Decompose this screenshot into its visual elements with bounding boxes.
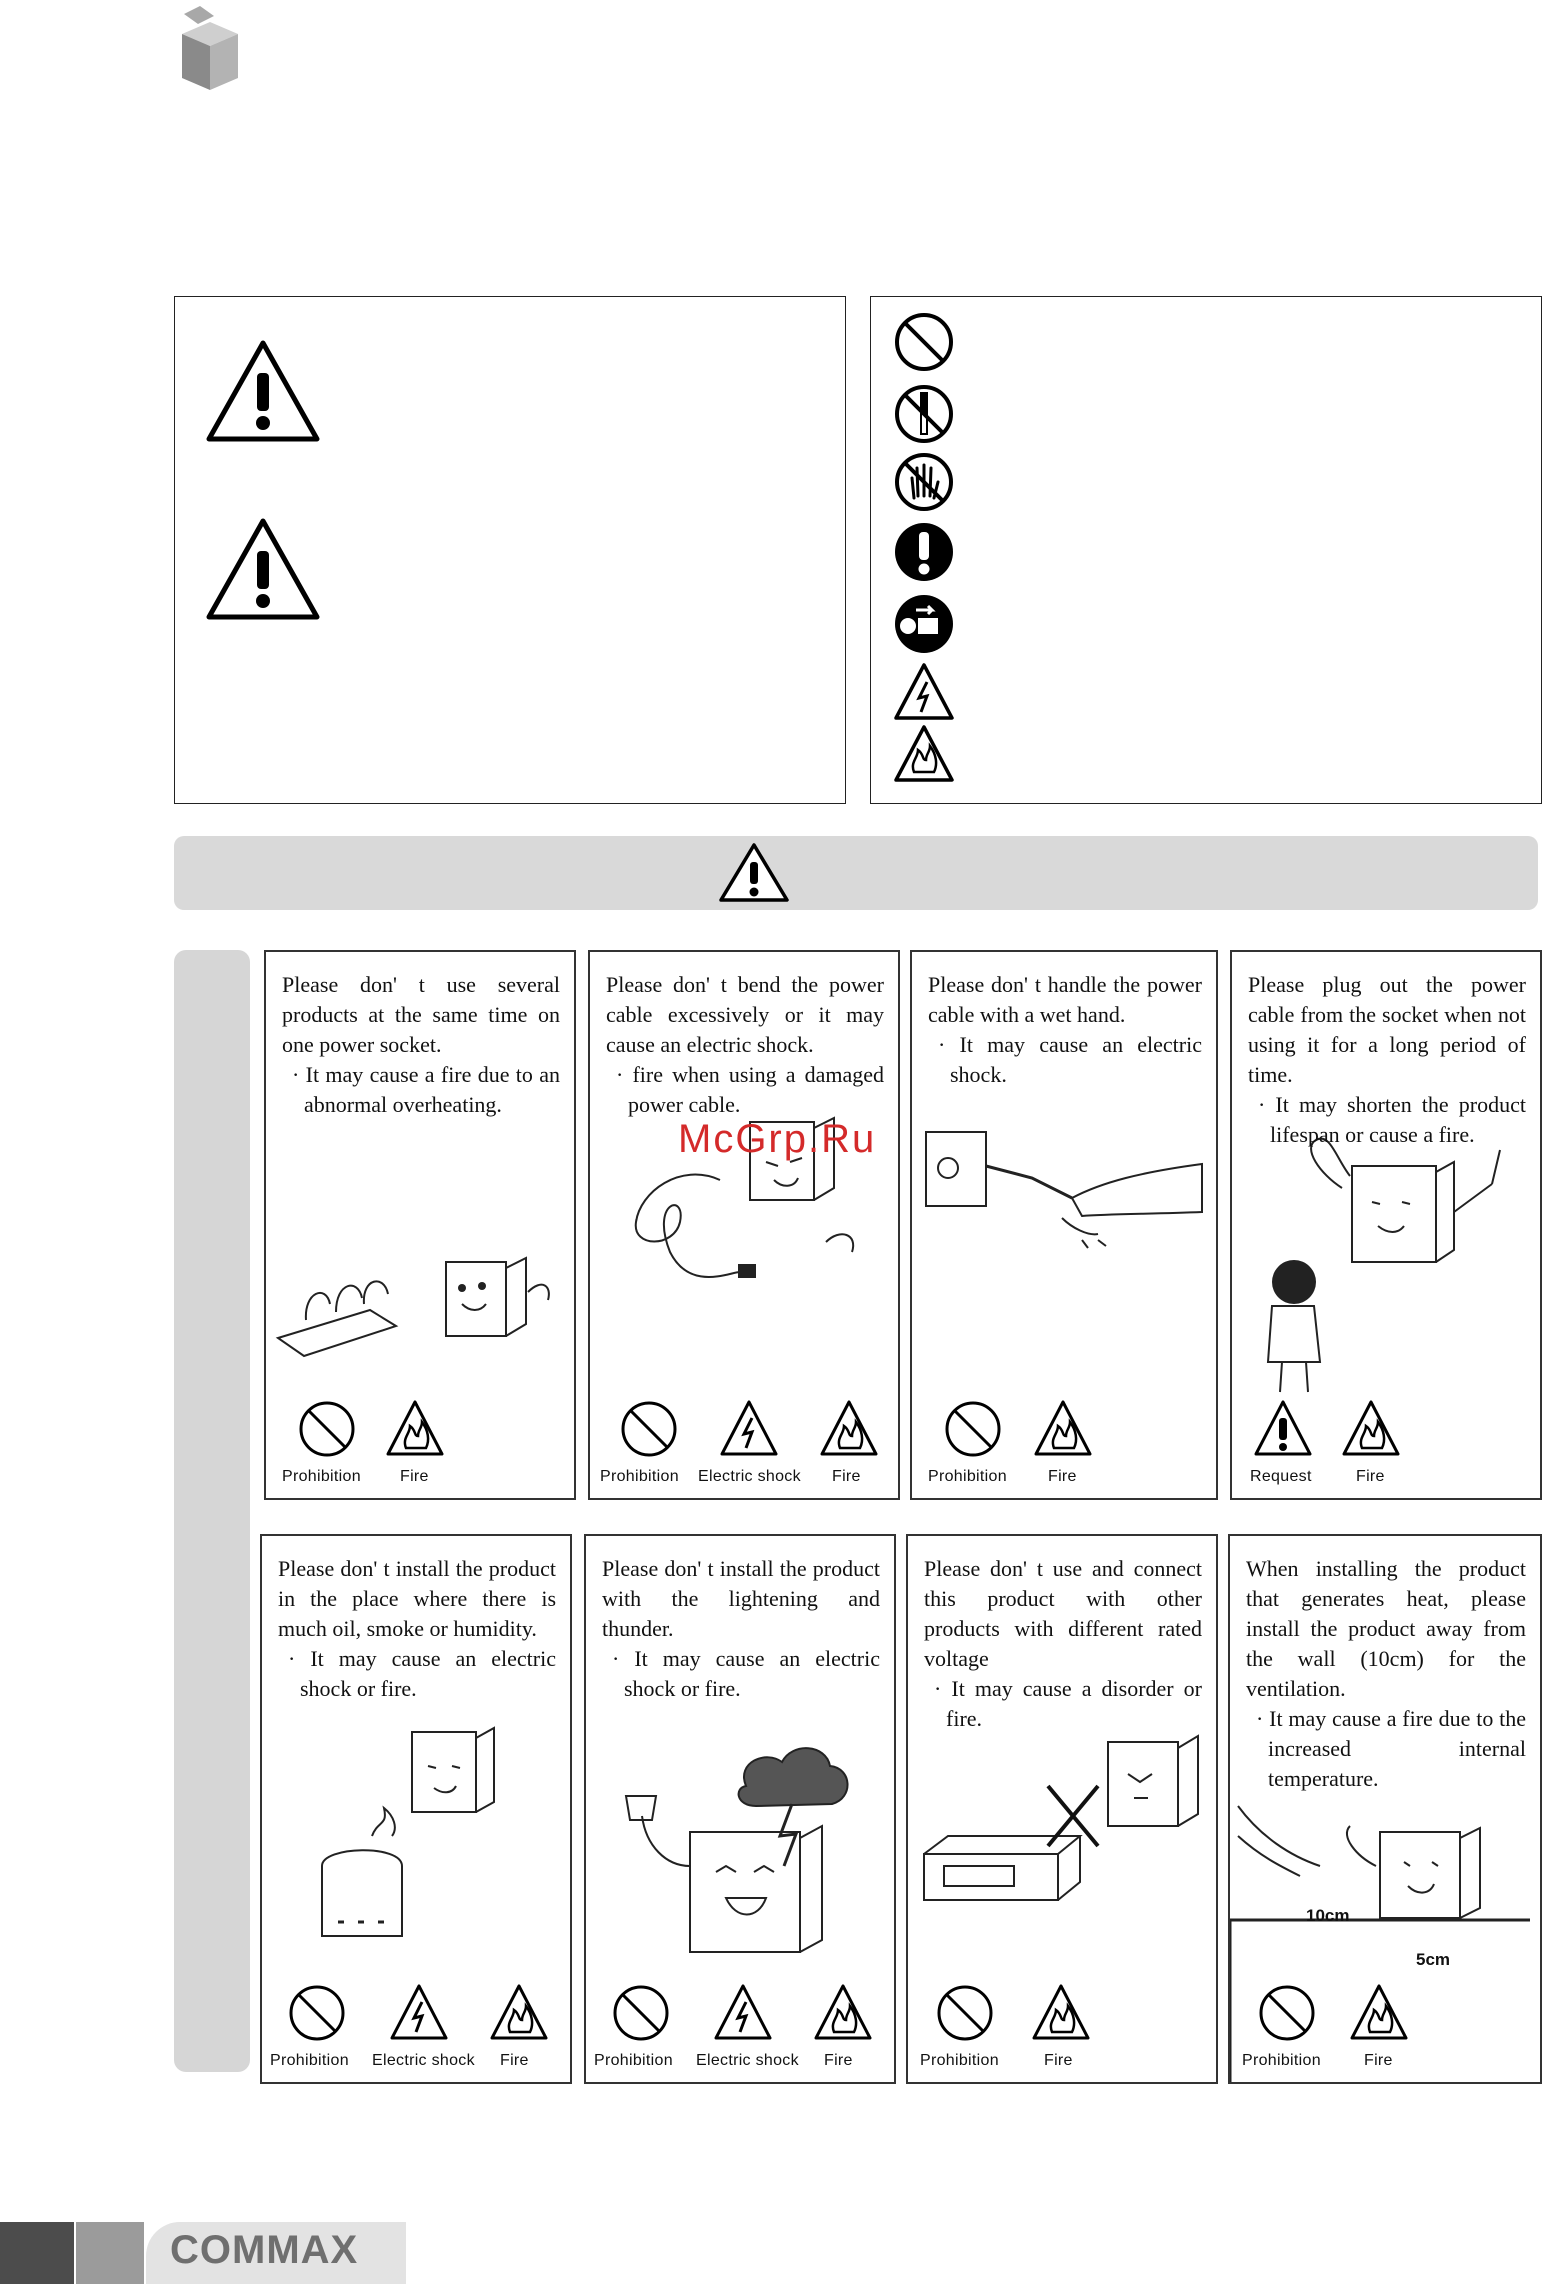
fire-icon (1032, 1398, 1094, 1460)
label-prohibition: Prohibition (600, 1468, 679, 1485)
prohibition-icon (934, 1982, 996, 2044)
warning-triangle-icon (203, 337, 323, 445)
footer-block-dark (0, 2222, 74, 2284)
panel-main-text: Please don' t handle the power cable with a wet hand. (928, 972, 1202, 1027)
fire-icon (384, 1398, 446, 1460)
fire-icon (488, 1982, 550, 2044)
panel-main-text: Please plug out the power cable from the socket when not using it for a long period of time. (1248, 972, 1526, 1087)
caution-panel-6 (584, 1534, 896, 2084)
label-prohibition: Prohibition (270, 2052, 349, 2069)
label-electric-shock: Electric shock (372, 2052, 475, 2069)
label-fire: Fire (1356, 1468, 1385, 1485)
fire-icon (1340, 1398, 1402, 1460)
label-fire: Fire (1048, 1468, 1077, 1485)
no-disassembly-symbol-icon (888, 384, 954, 444)
symbol-legend-box (870, 296, 1542, 804)
no-touch-symbol-icon (888, 452, 954, 512)
caution-triangle-icon (203, 515, 323, 623)
panel-main-text: Please don' t use and connect this product with other products with different rated voltage (924, 1556, 1202, 1671)
panel-main-text: Please don' t install the product with the lightening and thunder. (602, 1556, 880, 1641)
warning-legend-box (174, 296, 846, 804)
panel-sub-text: · It may cause a fire due to the increased internal temperature. (1256, 1706, 1526, 1791)
label-electric-shock: Electric shock (696, 2052, 799, 2069)
distance-label-10cm: 10cm (1306, 1906, 1350, 1925)
fire-icon (1348, 1982, 1410, 2044)
caution-panel-7 (906, 1534, 1218, 2084)
caution-panel-5 (260, 1534, 572, 2084)
label-fire: Fire (500, 2052, 529, 2069)
label-prohibition: Prohibition (928, 1468, 1007, 1485)
brand-logo: COMMAX (170, 2228, 359, 2272)
electric-shock-icon (388, 1982, 450, 2044)
panel-sub-text: · It may cause an electric shock or fire. (288, 1646, 556, 1701)
label-request: Request (1250, 1468, 1312, 1485)
panel-sub-text: · fire when using a damaged power cable. (616, 1062, 884, 1117)
mandatory-triangle-icon (1252, 1398, 1314, 1460)
panel-main-text: Please don' t install the product in the place where there is much oil, smoke or humidity. (278, 1556, 556, 1641)
caution-banner-icon (718, 842, 790, 904)
label-prohibition: Prohibition (282, 1468, 361, 1485)
label-fire: Fire (832, 1468, 861, 1485)
label-electric-shock: Electric shock (698, 1468, 801, 1485)
fire-icon (812, 1982, 874, 2044)
prohibition-icon (942, 1398, 1004, 1460)
panel-main-text: Please don' t use several products at the same time on one power socket. (282, 972, 560, 1057)
label-fire: Fire (824, 2052, 853, 2069)
caution-panel-2 (588, 950, 900, 1500)
caution-panel-4 (1230, 950, 1542, 1500)
prohibition-icon (286, 1982, 348, 2044)
label-prohibition: Prohibition (594, 2052, 673, 2069)
label-fire: Fire (400, 1468, 429, 1485)
distance-label-5cm: 5cm (1416, 1950, 1451, 1969)
prohibition-icon (296, 1398, 358, 1460)
caution-panel-1 (264, 950, 576, 1500)
label-fire: Fire (1044, 2052, 1073, 2069)
prohibition-icon (618, 1398, 680, 1460)
caution-panel-3 (910, 950, 1218, 1500)
watermark-text: McGrp.Ru (678, 1117, 877, 1161)
panel-sub-text: · It may cause an electric shock. (938, 1032, 1202, 1087)
label-fire: Fire (1364, 2052, 1393, 2069)
caution-banner (174, 836, 1538, 910)
panel-main-text: When installing the product that generates heat, please install the product away from the wall (10cm) for the ventilation. (1246, 1556, 1526, 1701)
panel-sub-text: · It may shorten the product lifespan or cause a fire. (1258, 1092, 1526, 1147)
electric-shock-icon (712, 1982, 774, 2044)
caution-panel-8 (1228, 1534, 1542, 2084)
panel-sub-text: · It may cause a disorder or fire. (934, 1676, 1202, 1731)
mandatory-symbol-icon (888, 522, 954, 582)
fire-icon (818, 1398, 880, 1460)
electric-shock-icon (718, 1398, 780, 1460)
prohibition-icon (610, 1982, 672, 2044)
panel-sub-text: · It may cause an electric shock or fire. (612, 1646, 880, 1701)
panel-main-text: Please don' t bend the power cable excessively or it may cause an electric shock. (606, 972, 884, 1057)
side-strip (174, 950, 250, 2072)
unplug-symbol-icon (888, 594, 954, 654)
panel-sub-text: · It may cause a fire due to an abnormal overheating. (292, 1062, 560, 1117)
fire-icon (1030, 1982, 1092, 2044)
footer-block-mid (76, 2222, 144, 2284)
prohibition-icon (1256, 1982, 1318, 2044)
label-prohibition: Prohibition (920, 2052, 999, 2069)
fire-symbol-icon (888, 724, 954, 784)
electric-shock-symbol-icon (888, 662, 954, 722)
prohibition-symbol-icon (888, 312, 954, 372)
cube-logo-icon (170, 6, 250, 90)
label-prohibition: Prohibition (1242, 2052, 1321, 2069)
